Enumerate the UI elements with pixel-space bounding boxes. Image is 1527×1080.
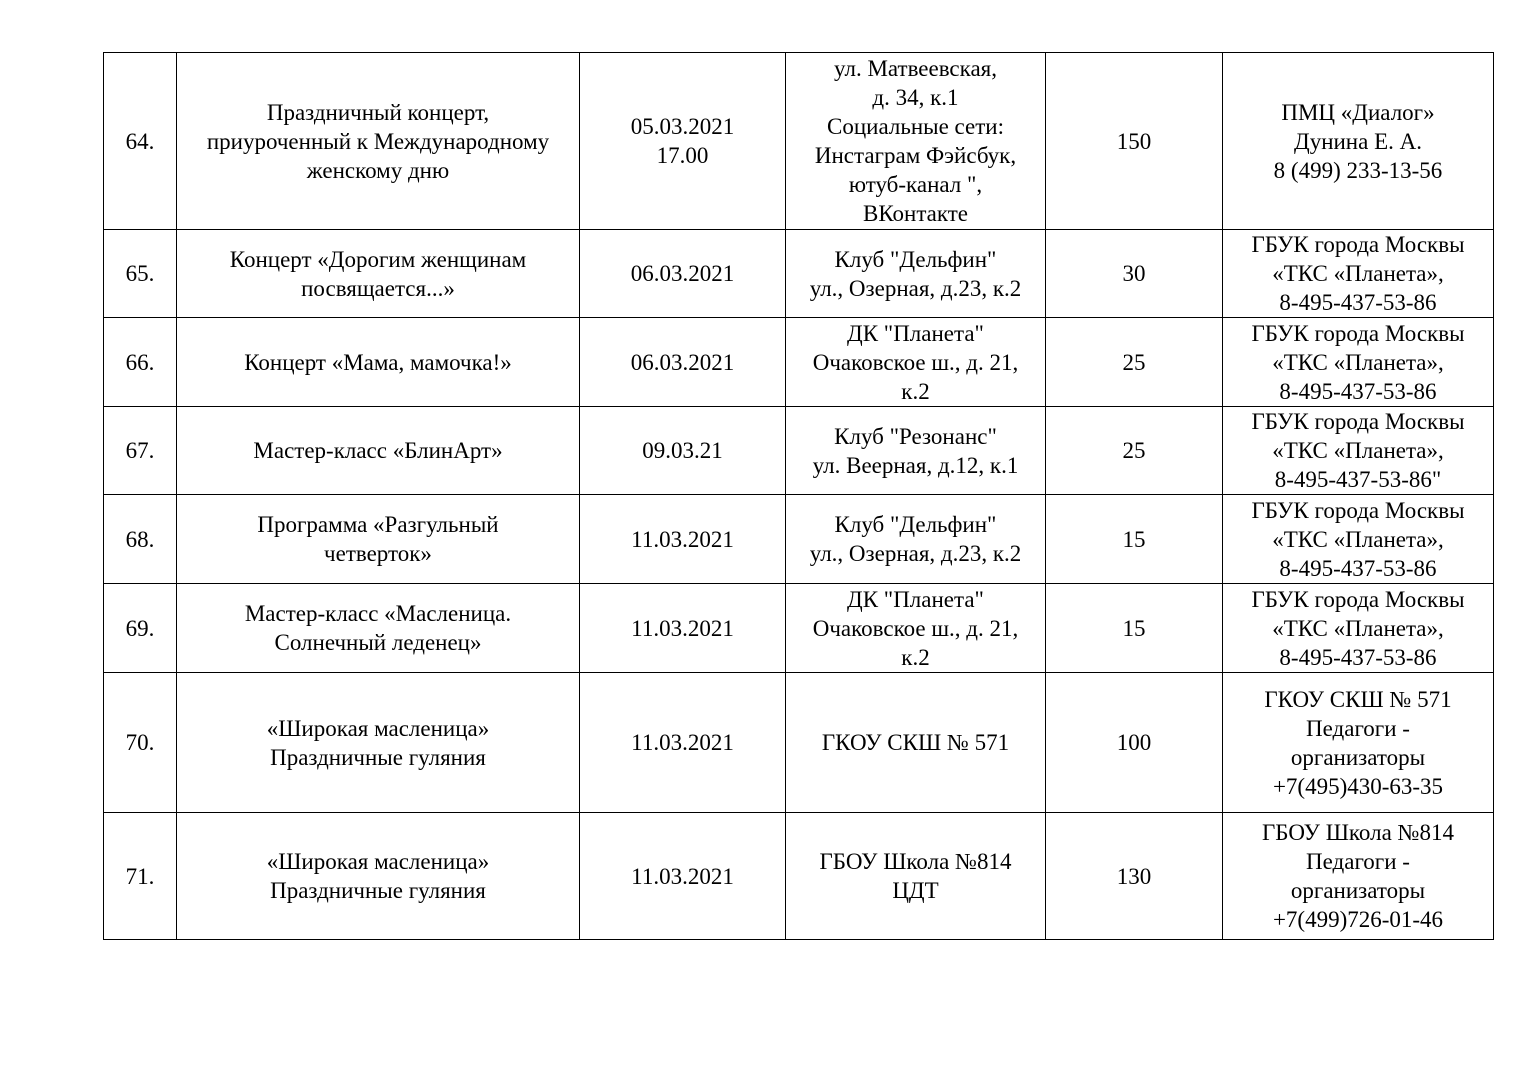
event-place: Клуб "Дельфин" ул., Озерная, д.23, к.2 bbox=[786, 495, 1046, 584]
event-date: 06.03.2021 bbox=[580, 318, 786, 407]
participant-count: 130 bbox=[1046, 813, 1223, 940]
row-number: 70. bbox=[104, 673, 177, 813]
event-date: 11.03.2021 bbox=[580, 495, 786, 584]
participant-count: 25 bbox=[1046, 407, 1223, 495]
event-date: 11.03.2021 bbox=[580, 813, 786, 940]
row-number: 68. bbox=[104, 495, 177, 584]
event-place: ГБОУ Школа №814 ЦДТ bbox=[786, 813, 1046, 940]
events-table bbox=[103, 52, 1494, 940]
event-title: Программа «Разгульный четверток» bbox=[177, 495, 580, 584]
organizer-contact: ГБУК города Москвы «ТКС «Планета», 8-495-437-53-86 bbox=[1223, 584, 1494, 673]
event-place: ДК "Планета" Очаковское ш., д. 21, к.2 bbox=[786, 584, 1046, 673]
event-date: 11.03.2021 bbox=[580, 584, 786, 673]
event-place: ДК "Планета" Очаковское ш., д. 21, к.2 bbox=[786, 318, 1046, 407]
event-title: Праздничный концерт, приуроченный к Международному женскому дню bbox=[177, 53, 580, 230]
event-title: Мастер-класс «Масленица. Солнечный леденец» bbox=[177, 584, 580, 673]
table-row bbox=[104, 673, 1494, 813]
event-title: Мастер-класс «БлинАрт» bbox=[177, 407, 580, 495]
table-row bbox=[104, 318, 1494, 407]
organizer-contact: ГКОУ СКШ № 571 Педагоги - организаторы +7(495)430-63-35 bbox=[1223, 673, 1494, 813]
participant-count: 30 bbox=[1046, 230, 1223, 318]
organizer-contact: ПМЦ «Диалог» Дунина Е. А. 8 (499) 233-13-56 bbox=[1223, 53, 1494, 230]
row-number: 65. bbox=[104, 230, 177, 318]
event-title: «Широкая масленица» Праздничные гуляния bbox=[177, 813, 580, 940]
event-date: 06.03.2021 bbox=[580, 230, 786, 318]
organizer-contact: ГБУК города Москвы «ТКС «Планета», 8-495-437-53-86" bbox=[1223, 407, 1494, 495]
organizer-contact: ГБОУ Школа №814 Педагоги - организаторы +7(499)726-01-46 bbox=[1223, 813, 1494, 940]
table-row bbox=[104, 407, 1494, 495]
table-row bbox=[104, 53, 1494, 230]
organizer-contact: ГБУК города Москвы «ТКС «Планета», 8-495-437-53-86 bbox=[1223, 495, 1494, 584]
table-row bbox=[104, 813, 1494, 940]
participant-count: 15 bbox=[1046, 495, 1223, 584]
event-title: «Широкая масленица» Праздничные гуляния bbox=[177, 673, 580, 813]
event-title: Концерт «Мама, мамочка!» bbox=[177, 318, 580, 407]
event-date: 11.03.2021 bbox=[580, 673, 786, 813]
organizer-contact: ГБУК города Москвы «ТКС «Планета», 8-495-437-53-86 bbox=[1223, 318, 1494, 407]
row-number: 71. bbox=[104, 813, 177, 940]
participant-count: 150 bbox=[1046, 53, 1223, 230]
row-number: 69. bbox=[104, 584, 177, 673]
event-place: Клуб "Резонанс" ул. Веерная, д.12, к.1 bbox=[786, 407, 1046, 495]
event-place: ул. Матвеевская, д. 34, к.1 Социальные сети: Инстаграм Фэйсбук, ютуб-канал ", ВКонтакте bbox=[786, 53, 1046, 230]
row-number: 64. bbox=[104, 53, 177, 230]
event-title: Концерт «Дорогим женщинам посвящается...» bbox=[177, 230, 580, 318]
event-date: 05.03.2021 17.00 bbox=[580, 53, 786, 230]
event-date: 09.03.21 bbox=[580, 407, 786, 495]
event-place: Клуб "Дельфин" ул., Озерная, д.23, к.2 bbox=[786, 230, 1046, 318]
participant-count: 15 bbox=[1046, 584, 1223, 673]
event-place: ГКОУ СКШ № 571 bbox=[786, 673, 1046, 813]
participant-count: 100 bbox=[1046, 673, 1223, 813]
participant-count: 25 bbox=[1046, 318, 1223, 407]
table-row bbox=[104, 495, 1494, 584]
row-number: 67. bbox=[104, 407, 177, 495]
organizer-contact: ГБУК города Москвы «ТКС «Планета», 8-495-437-53-86 bbox=[1223, 230, 1494, 318]
table-row bbox=[104, 584, 1494, 673]
table-row bbox=[104, 230, 1494, 318]
row-number: 66. bbox=[104, 318, 177, 407]
